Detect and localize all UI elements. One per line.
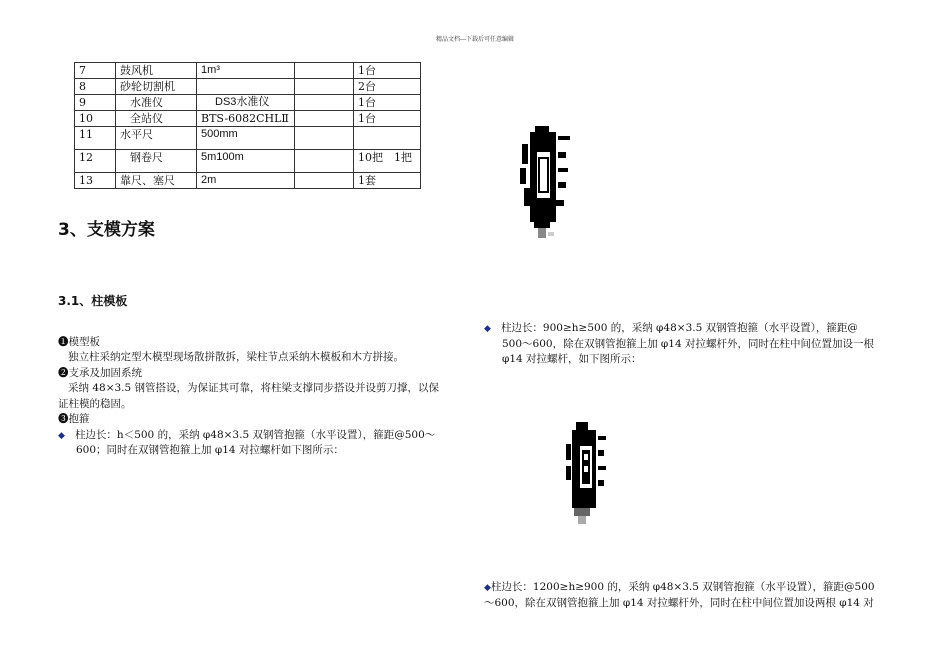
item1-title: ❶模型板 <box>58 336 100 348</box>
bullet1-line1: ◆ 柱边长：h＜500 的，采纳 φ48×3.5 双钢管抱箍（水平设置），箍距@500～ <box>58 429 436 441</box>
table-cell <box>295 63 354 79</box>
table-cell: 1套 <box>354 173 421 189</box>
table-cell <box>197 79 295 95</box>
table-cell <box>295 127 354 150</box>
bullet3-line1: ◆柱边长：1200≥h≥900 的，采纳 φ48×3.5 双钢管抱箍（水平设置），箍距@500 <box>484 581 875 593</box>
table-cell: 500mm <box>197 127 295 150</box>
table-cell: 9 <box>75 95 116 111</box>
table-cell: 11 <box>75 127 116 150</box>
table-cell: 10把 1把 <box>354 150 421 173</box>
table-cell: 砂轮切割机 <box>116 79 197 95</box>
table-row <box>75 63 421 79</box>
item2-body-line2: 证柱模的稳固。 <box>58 398 132 410</box>
table-row <box>75 150 421 173</box>
bullet2-line1: ◆ 柱边长：900≥h≥500 的，采纳 φ48×3.5 双钢管抱箍（水平设置），箍距@ <box>484 322 858 334</box>
table-cell: 水平尺 <box>116 127 197 150</box>
table-cell: 钢卷尺 <box>116 150 197 173</box>
table-row <box>75 79 421 95</box>
table-cell: 1台 <box>354 63 421 79</box>
table-cell: 8 <box>75 79 116 95</box>
table-cell: 1台 <box>354 111 421 127</box>
page-header: 精品文档---下载后可任意编辑 <box>435 36 515 43</box>
table-cell: 13 <box>75 173 116 189</box>
table-cell: 7 <box>75 63 116 79</box>
bullet-diamond-icon: ◆ <box>484 324 491 334</box>
table-cell <box>295 150 354 173</box>
bullet2-line3: φ14 对拉螺杆，如下图所示： <box>502 353 642 365</box>
table-cell <box>295 95 354 111</box>
table-cell: 1台 <box>354 95 421 111</box>
bullet1-line2: 600；同时在双钢管抱箍上加 φ14 对拉螺杆如下图所示： <box>76 444 344 456</box>
table-cell: 靠尺、塞尺 <box>116 173 197 189</box>
table-cell <box>295 79 354 95</box>
table-cell: 10 <box>75 111 116 127</box>
column-formwork-figure-1 <box>512 118 582 244</box>
item2-body-line1: 采纳 48×3.5 钢管搭设，为保证其可靠，将柱梁支撑同步搭设并设剪刀撑，以保 <box>68 382 440 394</box>
table-cell: 水准仪 <box>116 95 197 111</box>
bullet-diamond-icon: ◆ <box>58 431 65 441</box>
equipment-table <box>74 62 421 189</box>
table-cell: 12 <box>75 150 116 173</box>
column-formwork-figure-2 <box>558 418 618 530</box>
bullet-diamond-icon: ◆ <box>484 583 491 593</box>
section-title: 3、支模方案 <box>58 220 155 240</box>
bullet2-line2: 500～600，除在双钢管抱箍上加 φ14 对拉螺杆外，同时在柱中间位置加设一根 <box>502 338 874 350</box>
table-cell: 鼓风机 <box>116 63 197 79</box>
item3-title: ❸抱箍 <box>58 413 90 425</box>
item1-body: 独立柱采纳定型木模型现场散拼散拆，梁柱节点采纳木模板和木方拼接。 <box>68 351 404 363</box>
table-cell <box>354 127 421 150</box>
table-cell <box>295 173 354 189</box>
table-row <box>75 95 421 111</box>
bullet3-line2: ～600，除在双钢管抱箍上加 φ14 对拉螺杆外，同时在柱中间位置加设两根 φ14 对 <box>484 597 874 609</box>
table-cell: 全站仪 <box>116 111 197 127</box>
table-cell: 2m <box>197 173 295 189</box>
table-cell: 1m³ <box>197 63 295 79</box>
table-row <box>75 127 421 150</box>
table-cell: DS3水准仪 <box>197 95 295 111</box>
table-cell: 2台 <box>354 79 421 95</box>
table-cell: BTS-6082CHLⅡ <box>197 111 295 127</box>
table-cell <box>295 111 354 127</box>
table-row <box>75 173 421 189</box>
table-row <box>75 111 421 127</box>
item2-title: ❷支承及加固系统 <box>58 367 142 379</box>
subsection-title: 3.1、柱模板 <box>58 294 128 308</box>
table-cell: 5m100m <box>197 150 295 173</box>
